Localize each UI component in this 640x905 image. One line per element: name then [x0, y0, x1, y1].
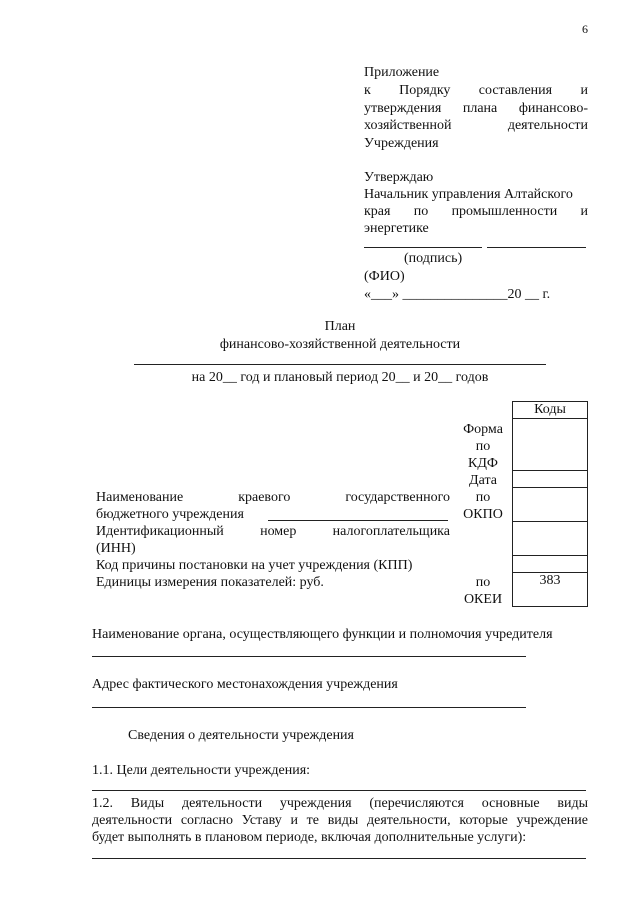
activity-types-line-1: 1.2. Виды деятельности учреждения (перечисляются основные виды [92, 796, 588, 811]
appendix-word: утверждения [364, 101, 442, 116]
label-okei: ОКЕИ [463, 592, 503, 607]
label-po: по [475, 575, 491, 590]
appendix-word: к [364, 83, 371, 98]
appendix-word: и [580, 83, 588, 98]
institution-name-line [134, 364, 546, 365]
plan-subtitle: финансово-хозяйственной деятельности [219, 337, 461, 352]
appendix-word: финансово- [518, 101, 588, 116]
field-name-line-1 [96, 489, 450, 507]
activity-types-line-2: деятельности согласно Уставу и те виды деятельности, которые учреждение [92, 813, 588, 828]
address-label: Адрес фактического местонахождения учреждения [92, 677, 398, 692]
activity-title: Сведения о деятельности учреждения [128, 728, 354, 743]
code-kdf-cell [513, 419, 588, 471]
approve-date: «___» _______________20 __ г. [364, 287, 551, 302]
signature-label: (подпись) [404, 251, 463, 266]
field-inn-line-2: (ИНН) [96, 541, 136, 556]
approve-line-1: Начальник управления Алтайского [364, 187, 573, 202]
appendix-word: составления [478, 83, 553, 98]
activity-types-line-3: будет выполнять в плановом периоде, включая дополнительные услуги): [92, 830, 527, 845]
institution-name-fill-line [268, 520, 448, 521]
approve-word: по [413, 204, 429, 219]
signature-line [364, 247, 482, 248]
goals-label: 1.1. Цели деятельности учреждения: [92, 763, 311, 778]
approve-word: промышленности [451, 204, 558, 219]
founder-fill-line [92, 656, 526, 657]
appendix-line-4 [364, 117, 588, 135]
codes-header: Коды [513, 402, 588, 419]
code-inn-cell [513, 522, 588, 556]
approve-line-2 [364, 203, 588, 221]
founder-label: Наименование органа, осуществляющего функции и полномочия учредителя [92, 627, 553, 642]
approve-word: края [364, 204, 391, 219]
plan-period: на 20__ год и плановый период 20__ и 20__ годов [191, 370, 489, 385]
field-inn-line-1 [96, 523, 450, 541]
field-word: Идентификационный [96, 524, 224, 539]
appendix-word: Порядку [399, 83, 451, 98]
label-kdf: КДФ [468, 456, 498, 471]
field-word: налогоплательщика [332, 524, 450, 539]
codes-table [512, 401, 588, 607]
label-po: по [475, 490, 491, 505]
appendix-title: Приложение [364, 65, 440, 80]
field-name-line-2: бюджетного учреждения [96, 507, 244, 522]
goals-fill-line [92, 790, 586, 791]
field-word: номер [260, 524, 297, 539]
appendix-word: хозяйственной [364, 118, 452, 133]
field-word: Наименование [96, 490, 184, 505]
label-forma: Форма [463, 422, 503, 437]
address-fill-line [92, 707, 526, 708]
approve-line-3: энергетике [364, 221, 429, 236]
appendix-line-2 [364, 82, 588, 100]
appendix-line-5: Учреждения [364, 136, 439, 151]
code-date-cell [513, 471, 588, 488]
name-line [487, 247, 586, 248]
code-okei-cell: 383 [513, 573, 588, 607]
fio-label: (ФИО) [364, 269, 405, 284]
field-word: государственного [345, 490, 450, 505]
label-okpo: ОКПО [463, 507, 503, 522]
field-kpp: Код причины постановки на учет учреждения (КПП) [96, 558, 413, 573]
page-number: 6 [582, 22, 588, 36]
label-data: Дата [469, 473, 497, 488]
activity-types-fill-line [92, 858, 586, 859]
label-po: по [475, 439, 491, 454]
plan-title: План [324, 319, 356, 334]
appendix-word: деятельности [507, 118, 588, 133]
field-units: Единицы измерения показателей: руб. [96, 575, 324, 590]
approve-word: и [580, 204, 588, 219]
field-word: краевого [238, 490, 291, 505]
code-kpp-cell [513, 556, 588, 573]
appendix-word: плана [462, 101, 498, 116]
approve-title: Утверждаю [364, 170, 434, 185]
appendix-line-3 [364, 100, 588, 118]
code-okpo-cell [513, 488, 588, 522]
